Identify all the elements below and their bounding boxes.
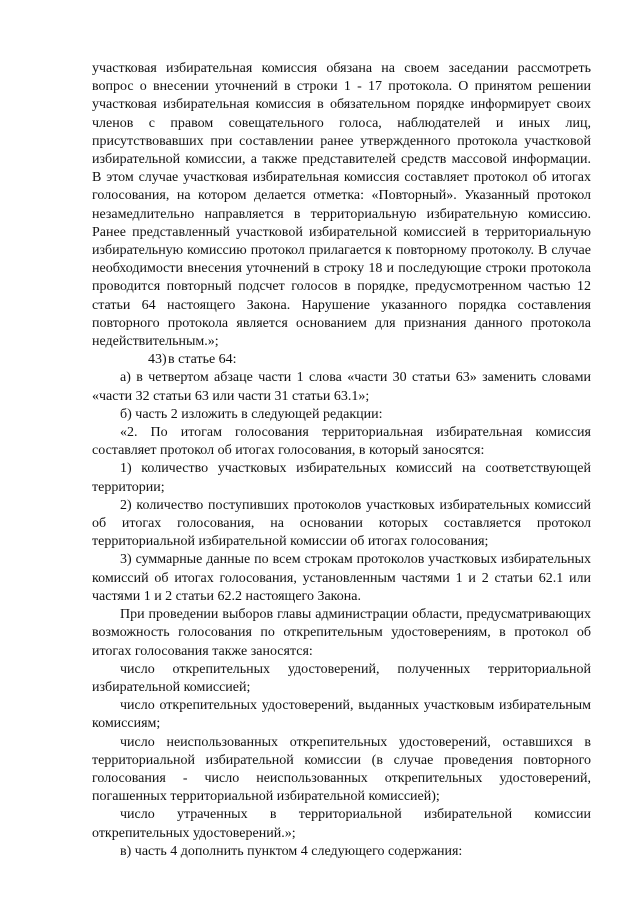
paragraph-9: При проведении выборов главы администрации области, предусматривающих возможность голосования по открепительным удостоверениям, в протокол об итогах голосования также заносятся: <box>92 607 591 659</box>
paragraph-6: 1) количество участковых избирательных комиссий на соответствующей территории; <box>92 461 591 495</box>
paragraph-4: б) часть 2 изложить в следующей редакции: <box>120 406 383 422</box>
paragraph-item-43 <box>92 351 591 369</box>
document-page <box>92 60 591 861</box>
paragraph-13: число утраченных в территориальной избирательной комиссии открепительных удостоверений.»; <box>92 807 591 841</box>
paragraph-10: число открепительных удостоверений, полученных территориальной избирательной комиссией; <box>92 661 591 695</box>
paragraph-7: 2) количество поступивших протоколов участковых избирательных комиссий об итогах голосования, на основании которых составляется протокол территориальной избирательной комиссии об итогах голосования; <box>92 497 591 550</box>
item-number: 43) <box>148 352 167 368</box>
paragraph-3: а) в четвертом абзаце части 1 слова «части 30 статьи 63» заменить словами «части 32 статьи 63 или части 31 статьи 63.1»; <box>92 370 591 404</box>
paragraph-11: число открепительных удостоверений, выданных участковым избирательным комиссиям; <box>92 698 591 732</box>
paragraph-14: в) часть 4 дополнить пунктом 4 следующего содержания: <box>120 843 463 859</box>
paragraph-1: участковая избирательная комиссия обязана на своем заседании рассмотреть вопрос о внесении уточнений в строки 1 - 17 протокола. О принятом решении участковая избирательная комиссия в обязательном порядке информирует своих членов с правом совещательного голоса, наблюдателей и иных лиц, присутствовавших при составлении ранее утвержденного протокола участковой избирательной комиссии, а также представителей средств массовой информации. В этом случае участковая избирательная комиссия составляет протокол об итогах голосования, на котором делается отметка: «Повторный». Указанный протокол незамедлительно направляется в территориальную избирательную комиссию. Ранее представленный участковой избирательной комиссией в территориальную избирательную комиссию протокол прилагается к повторному протоколу. В случае необходимости внесения уточнений в строку 18 и последующие строки протокола проводится повторный подсчет голосов в порядке, предусмотренном частью 12 статьи 64 настоящего Закона. Нарушение указанного порядка составления повторного протокола является основанием для признания данного протокола недействительным.»; <box>92 61 591 350</box>
item-text: в статье 64: <box>168 352 237 368</box>
paragraph-8: 3) суммарные данные по всем строкам протоколов участковых избирательных комиссий об итогах голосования, установленным частями 1 и 2 статьи 62.1 или частями 1 и 2 статьи 62.2 настоящего Закона. <box>92 552 591 604</box>
paragraph-5: «2. По итогам голосования территориальная избирательная комиссия составляет протокол об итогах голосования, в который заносятся: <box>92 425 591 459</box>
paragraph-12: число неиспользованных открепительных удостоверений, оставшихся в территориальной избирательной комиссии (в случае проведения повторного голосования - число неиспользованных открепительных удостоверений, погашенных территориальной избирательной комиссией); <box>92 734 591 805</box>
